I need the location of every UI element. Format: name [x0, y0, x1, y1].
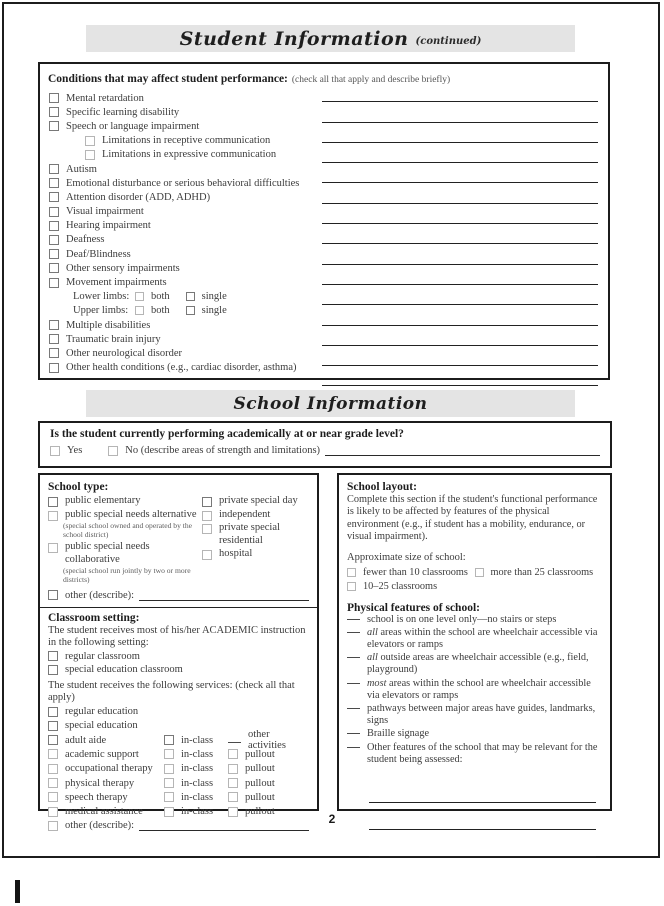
condition-checkbox[interactable] [85, 150, 95, 160]
yes-label: Yes [67, 445, 83, 456]
school-type-classroom-section [38, 473, 319, 832]
condition-row [49, 318, 317, 332]
conditions-heading: Conditions that may affect student performance: [48, 73, 288, 85]
other-label: other (describe): [65, 589, 135, 601]
school-type-checkbox[interactable] [48, 497, 58, 507]
service-mode-label: pullout [245, 777, 275, 789]
service-label: medical assistance [65, 806, 143, 818]
service-checkbox[interactable] [48, 749, 58, 759]
in-class-label: in-class [181, 791, 214, 803]
service-label: special education [65, 720, 138, 732]
movement-lower-row [73, 290, 317, 304]
school-type-checkbox[interactable] [48, 511, 58, 521]
check-dash[interactable] [347, 747, 360, 748]
condition-checkbox[interactable] [49, 107, 59, 117]
registration-mark [15, 880, 20, 903]
condition-label: Deafness [66, 234, 105, 246]
option-label: more than 25 classrooms [490, 567, 594, 579]
condition-checkbox[interactable] [49, 192, 59, 202]
condition-row [49, 190, 317, 204]
in-class-label: in-class [181, 763, 214, 775]
in-class-checkbox[interactable] [164, 735, 174, 745]
write-line[interactable] [322, 204, 598, 224]
feature-label: all outside areas are wheelchair accessible (e.g., field, playground) [367, 652, 589, 676]
condition-checkbox[interactable] [49, 178, 59, 188]
school-type-option [48, 509, 202, 522]
service-mode-label: pullout [245, 791, 275, 803]
write-line[interactable] [322, 82, 598, 102]
condition-label: Movement impairments [66, 277, 167, 289]
write-line[interactable] [139, 590, 309, 601]
service-checkbox[interactable] [48, 764, 58, 774]
option-label: public special needs collaborative [65, 541, 150, 565]
condition-row [49, 176, 317, 190]
write-line[interactable] [322, 366, 598, 386]
movement-upper-row [73, 304, 317, 318]
condition-row [49, 346, 317, 360]
physical-features-list [347, 614, 602, 766]
conditions-section [38, 62, 610, 380]
single-label: single [201, 305, 227, 317]
page-number: 2 [328, 812, 336, 826]
service-label: physical therapy [65, 777, 135, 789]
no-checkbox[interactable] [108, 446, 118, 456]
size-option [475, 566, 603, 580]
check-dash[interactable] [347, 619, 360, 620]
condition-checkbox[interactable] [49, 121, 59, 131]
service-label: academic support [65, 748, 139, 760]
feature-item [347, 678, 602, 702]
condition-label: Other health conditions (e.g., cardiac disorder, asthma) [66, 362, 297, 374]
check-dash[interactable] [347, 657, 360, 658]
school-type-checkbox[interactable] [202, 524, 212, 534]
condition-checkbox[interactable] [49, 249, 59, 259]
feature-item [347, 728, 602, 740]
in-class-label: in-class [181, 734, 214, 746]
service-row [48, 729, 309, 752]
condition-row [49, 247, 317, 261]
condition-row [49, 219, 317, 233]
school-type-option [202, 522, 309, 547]
feature-item [347, 614, 602, 626]
school-type-option [202, 548, 309, 561]
setting-checkbox[interactable] [48, 651, 58, 661]
size-checkbox[interactable] [347, 568, 356, 577]
single-label: single [201, 291, 227, 303]
both-label: both [151, 305, 170, 317]
service-mode-label: pullout [245, 748, 275, 760]
option-label: private special day [219, 495, 298, 506]
feature-item [347, 652, 602, 676]
condition-checkbox[interactable] [85, 136, 95, 146]
check-dash[interactable] [347, 708, 360, 709]
other-label: other (describe): [65, 820, 135, 832]
condition-label: Limitations in expressive communication [102, 149, 277, 161]
in-class-label: in-class [181, 777, 214, 789]
school-type-checkbox[interactable] [202, 497, 212, 507]
service-checkbox[interactable] [48, 721, 58, 731]
write-line[interactable] [322, 285, 598, 305]
check-dash[interactable] [347, 632, 360, 633]
size-checkbox[interactable] [347, 582, 356, 591]
school-type-col2 [202, 495, 309, 586]
conditions-checklist [49, 91, 317, 375]
condition-row [49, 119, 317, 133]
service-mode-label: pullout [245, 806, 275, 818]
lower-single-checkbox[interactable] [186, 292, 195, 301]
condition-checkbox[interactable] [49, 221, 59, 231]
in-class-checkbox[interactable] [164, 778, 174, 788]
condition-label: Emotional disturbance or serious behavioral difficulties [66, 177, 300, 189]
write-line[interactable] [322, 163, 598, 183]
school-type-option [48, 495, 202, 508]
condition-label: Specific learning disability [66, 106, 180, 118]
condition-checkbox[interactable] [49, 235, 59, 245]
feature-item [347, 742, 602, 766]
service-row [48, 776, 309, 790]
feature-item [347, 703, 602, 727]
school-type-checkbox[interactable] [202, 550, 212, 560]
school-type-options [48, 495, 309, 586]
write-line[interactable] [322, 123, 598, 143]
lower-limbs-label: Lower limbs: [73, 291, 130, 303]
feature-item [347, 627, 602, 651]
option-label: 10–25 classrooms [363, 581, 438, 593]
condition-label: Attention disorder (ADD, ADHD) [66, 191, 211, 203]
condition-checkbox[interactable] [49, 320, 59, 330]
page-title-continued: (continued) [415, 35, 482, 47]
school-section-title: School Information [233, 393, 428, 414]
service-label: regular education [65, 706, 139, 718]
condition-subrow [85, 134, 317, 148]
service-label: occupational therapy [65, 763, 153, 775]
condition-label: Other sensory impairments [66, 262, 180, 274]
service-label: speech therapy [65, 791, 128, 803]
condition-row [49, 233, 317, 247]
condition-row [49, 332, 317, 346]
school-type-heading: School type: [48, 481, 109, 493]
in-class-label: in-class [181, 806, 214, 818]
write-line[interactable] [322, 224, 598, 244]
setting-option [48, 649, 309, 663]
option-label: private special residential [219, 522, 280, 546]
feature-label: school is on one level only—no stairs or steps [367, 613, 557, 625]
upper-single-checkbox[interactable] [186, 306, 195, 315]
size-checkbox[interactable] [475, 568, 484, 577]
condition-row [49, 91, 317, 105]
condition-row [49, 162, 317, 176]
condition-row [49, 261, 317, 275]
classroom-setting-intro: The student receives most of his/her ACADEMIC instruction in the following setting: [48, 625, 306, 649]
in-class-label: in-class [181, 748, 214, 760]
size-option [347, 566, 475, 580]
condition-checkbox[interactable] [49, 334, 59, 344]
service-checkbox[interactable] [48, 707, 58, 717]
in-class-checkbox[interactable] [164, 764, 174, 774]
feature-label: most areas within the school are wheelchair accessible via elevators or ramps [367, 677, 591, 701]
school-type-option [202, 495, 309, 508]
condition-label: Hearing impairment [66, 220, 151, 232]
condition-row [49, 205, 317, 219]
size-option [347, 580, 475, 594]
write-line[interactable] [322, 265, 598, 285]
write-line[interactable] [322, 346, 598, 366]
write-line[interactable] [369, 776, 596, 803]
service-checkbox[interactable] [48, 778, 58, 788]
option-label: regular classroom [65, 650, 140, 662]
pullout-checkbox[interactable] [228, 792, 238, 802]
condition-label: Autism [66, 163, 97, 175]
option-label: public special needs alternative [65, 508, 197, 520]
write-line[interactable] [322, 326, 598, 346]
option-label: hospital [219, 548, 253, 559]
in-class-checkbox[interactable] [164, 749, 174, 759]
school-type-checkbox[interactable] [202, 511, 212, 521]
check-dash[interactable] [228, 742, 241, 743]
service-row [48, 747, 309, 761]
other-checkbox[interactable] [48, 590, 58, 600]
write-line[interactable] [322, 183, 598, 203]
school-information-banner [86, 390, 575, 417]
condition-description-lines [322, 82, 598, 386]
write-line[interactable] [369, 830, 596, 857]
condition-checkbox[interactable] [49, 164, 59, 174]
option-note: (special school run jointly by two or more districts) [63, 566, 191, 584]
condition-checkbox[interactable] [49, 348, 59, 358]
classroom-setting-heading: Classroom setting: [48, 612, 140, 625]
pullout-checkbox[interactable] [228, 764, 238, 774]
condition-label: Limitations in receptive communication [102, 135, 271, 147]
feature-label: Braille signage [367, 728, 430, 740]
write-line[interactable] [322, 244, 598, 264]
school-type-option [48, 541, 202, 566]
conditions-heading-note: (check all that apply and describe briefly) [291, 75, 451, 85]
option-note: (special school owned and operated by the school district) [63, 521, 193, 539]
grade-level-answer-row [50, 445, 600, 456]
check-dash[interactable] [347, 683, 360, 684]
yes-checkbox[interactable] [50, 446, 60, 456]
service-checkbox[interactable] [48, 792, 58, 802]
setting-checkbox[interactable] [48, 665, 58, 675]
option-label: public elementary [65, 495, 141, 506]
upper-limbs-label: Upper limbs: [73, 305, 129, 317]
option-label: independent [219, 508, 271, 520]
check-dash[interactable] [347, 733, 360, 734]
condition-label: Visual impairment [66, 206, 144, 218]
service-row [48, 704, 309, 718]
condition-checkbox[interactable] [49, 363, 59, 373]
setting-option [48, 663, 309, 677]
lower-both-checkbox[interactable] [135, 292, 144, 301]
school-type-col1 [48, 495, 202, 586]
no-label: No (describe areas of strength and limitations) [125, 445, 321, 456]
condition-label: Traumatic brain injury [66, 333, 161, 345]
service-row [48, 762, 309, 776]
option-label: fewer than 10 classrooms [363, 567, 468, 579]
condition-row [49, 361, 317, 375]
grade-level-section [38, 421, 612, 468]
school-type-option [202, 509, 309, 522]
feature-label: pathways between major areas have guides, landmarks, signs [367, 703, 596, 727]
condition-subrow [85, 148, 317, 162]
condition-label: Other neurological disorder [66, 347, 183, 359]
student-information-banner [86, 25, 575, 52]
feature-label: all areas within the school are wheelchair accessible via elevators or ramps [367, 626, 598, 651]
school-layout-heading: School layout: [347, 481, 417, 493]
physical-features-heading: Physical features of school: [347, 601, 480, 614]
condition-row [49, 275, 317, 289]
condition-checkbox[interactable] [49, 263, 59, 273]
service-mode-label: pullout [245, 763, 275, 775]
write-line[interactable] [322, 102, 598, 122]
school-size-heading: Approximate size of school: [347, 551, 466, 563]
school-size-options [347, 566, 602, 594]
write-line[interactable] [322, 143, 598, 163]
service-label: adult aide [65, 734, 107, 746]
upper-both-checkbox[interactable] [135, 306, 144, 315]
condition-label: Deaf/Blindness [66, 248, 131, 260]
page-title: Student Information [179, 27, 409, 50]
write-line[interactable] [322, 305, 598, 325]
feature-label: Other features of the school that may be relevant for the student being assessed: [367, 741, 598, 765]
condition-checkbox[interactable] [49, 93, 59, 103]
write-line[interactable] [325, 445, 600, 456]
school-layout-section [337, 473, 612, 811]
option-label: special education classroom [65, 664, 183, 676]
school-type-other-row [48, 588, 309, 602]
condition-label: Multiple disabilities [66, 319, 151, 331]
pullout-checkbox[interactable] [228, 749, 238, 759]
services-intro: The student receives the following services: (check all that apply) [48, 680, 295, 704]
pullout-checkbox[interactable] [228, 778, 238, 788]
service-row [48, 790, 309, 804]
condition-label: Speech or language impairment [66, 120, 200, 132]
both-label: both [151, 291, 170, 303]
condition-checkbox[interactable] [49, 207, 59, 217]
condition-row [49, 105, 317, 119]
condition-label: Mental retardation [66, 92, 144, 104]
section-divider [40, 607, 317, 608]
in-class-checkbox[interactable] [164, 792, 174, 802]
school-layout-description: Complete this section if the student's functional performance is likely to be affected by features of the physical environment (e.g., if student has a mobility, endurance, or visual impairment). [347, 494, 598, 543]
school-type-checkbox[interactable] [48, 543, 58, 553]
service-checkbox[interactable] [48, 735, 58, 745]
grade-level-question: Is the student currently performing academically at or near grade level? [50, 428, 404, 440]
condition-checkbox[interactable] [49, 278, 59, 288]
service-mode-label: other activities [248, 729, 286, 752]
